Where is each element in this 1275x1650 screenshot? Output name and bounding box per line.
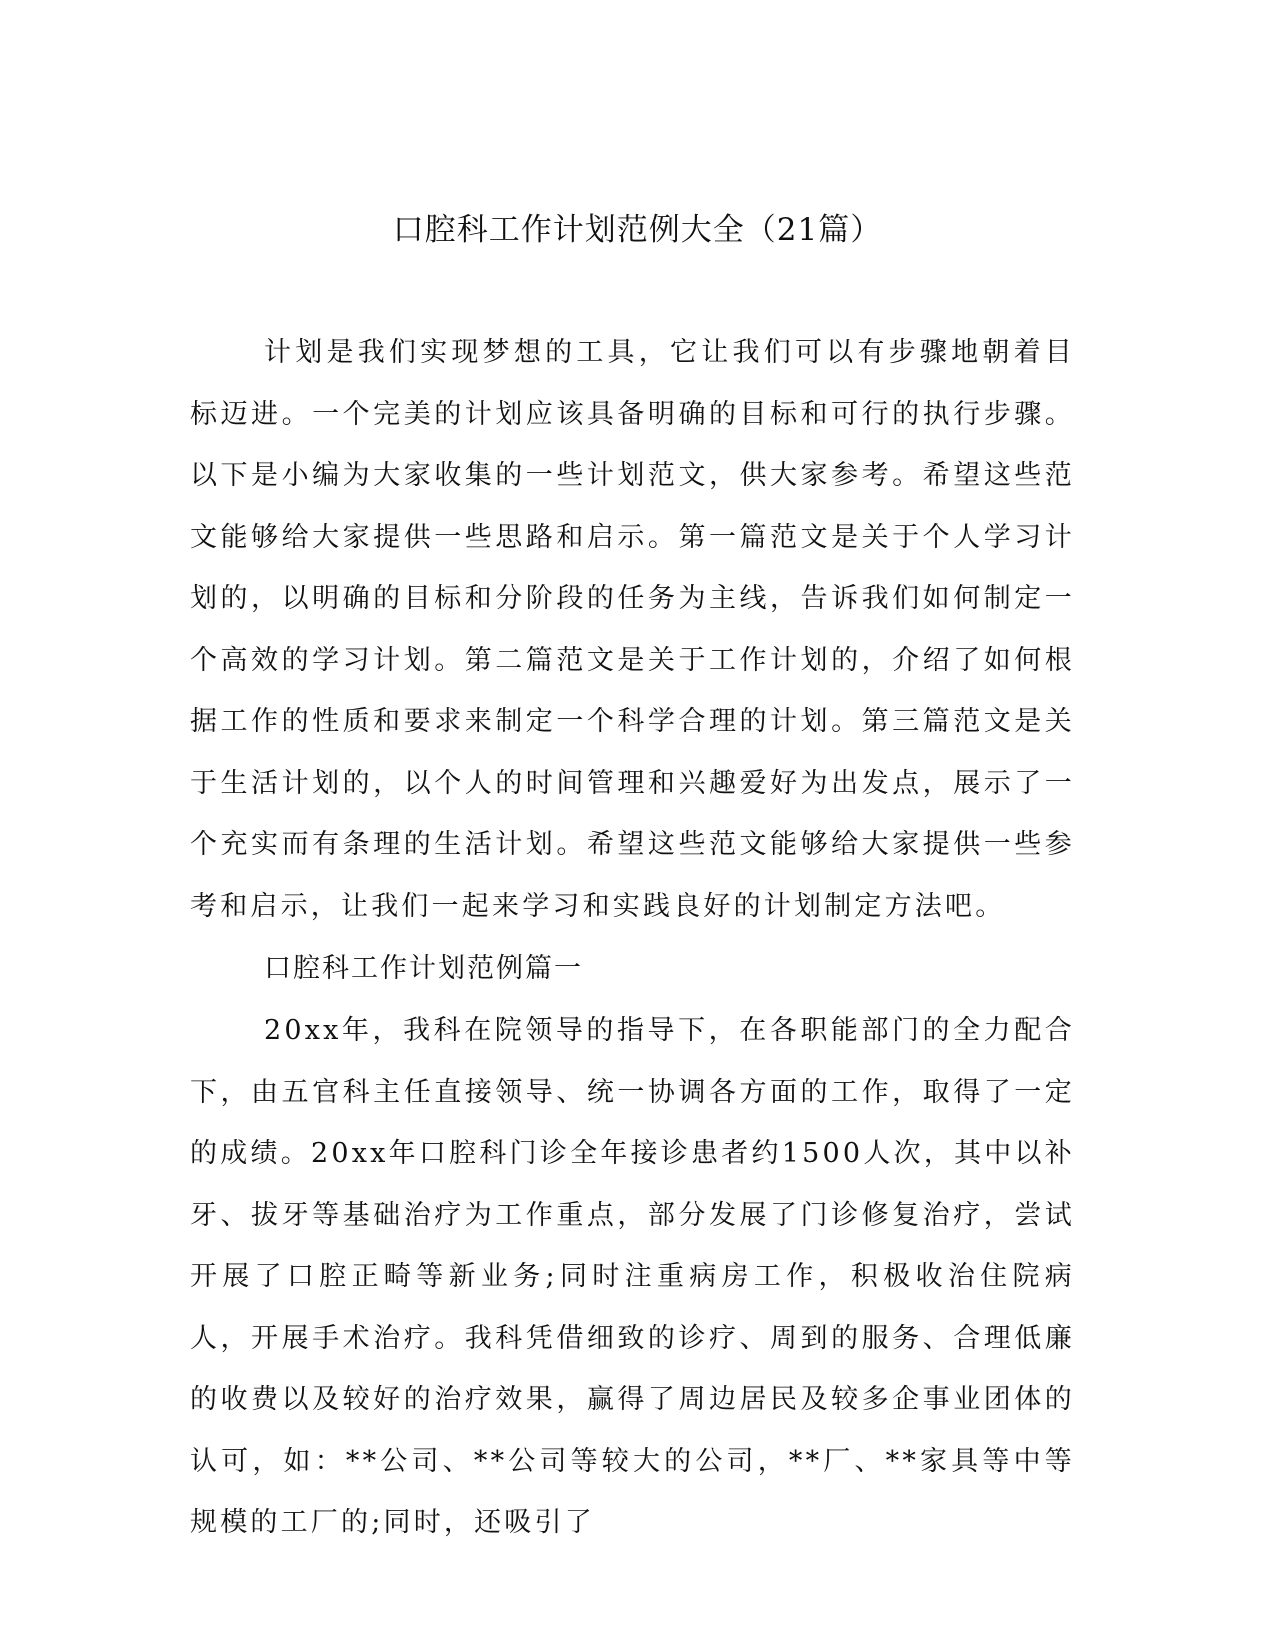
intro-paragraph: 计划是我们实现梦想的工具，它让我们可以有步骤地朝着目标迈进。一个完美的计划应该具备明确的目标和可行的执行步骤。以下是小编为大家收集的一些计划范文，供大家参考。希望这些范文能够给大家提供一些思路和启示。第一篇范文是关于个人学习计划的，以明确的目标和分阶段的任务为主线，告诉我们如何制定一个高效的学习计划。第二篇范文是关于工作计划的，介绍了如何根据工作的性质和要求来制定一个科学合理的计划。第三篇范文是关于生活计划的，以个人的时间管理和兴趣爱好为出发点，展示了一个充实而有条理的生活计划。希望这些范文能够给大家提供一些参考和启示，让我们一起来学习和实践良好的计划制定方法吧。 xyxy=(190,337,1075,922)
section-paragraph: 20xx年，我科在院领导的指导下，在各职能部门的全力配合下，由五官科主任直接领导、统一协调各方面的工作，取得了一定的成绩。20xx年口腔科门诊全年接诊患者约1500人次，其中以补牙、拔牙等基础治疗为工作重点，部分发展了门诊修复治疗，尝试开展了口腔正畸等新业务;同时注重病房工作，积极收治住院病人，开展手术治疗。我科凭借细致的诊疗、周到的服务、合理低廉的收费以及较好的治疗效果，赢得了周边居民及较多企事业团体的认可，如：**公司、**公司等较大的公司，**厂、**家具等中等规模的工厂的;同时，还吸引了 xyxy=(190,1015,1075,1538)
document-title: 口腔科工作计划范例大全（21篇） xyxy=(392,212,883,248)
section-heading: 口腔科工作计划范例篇一 xyxy=(264,953,583,984)
